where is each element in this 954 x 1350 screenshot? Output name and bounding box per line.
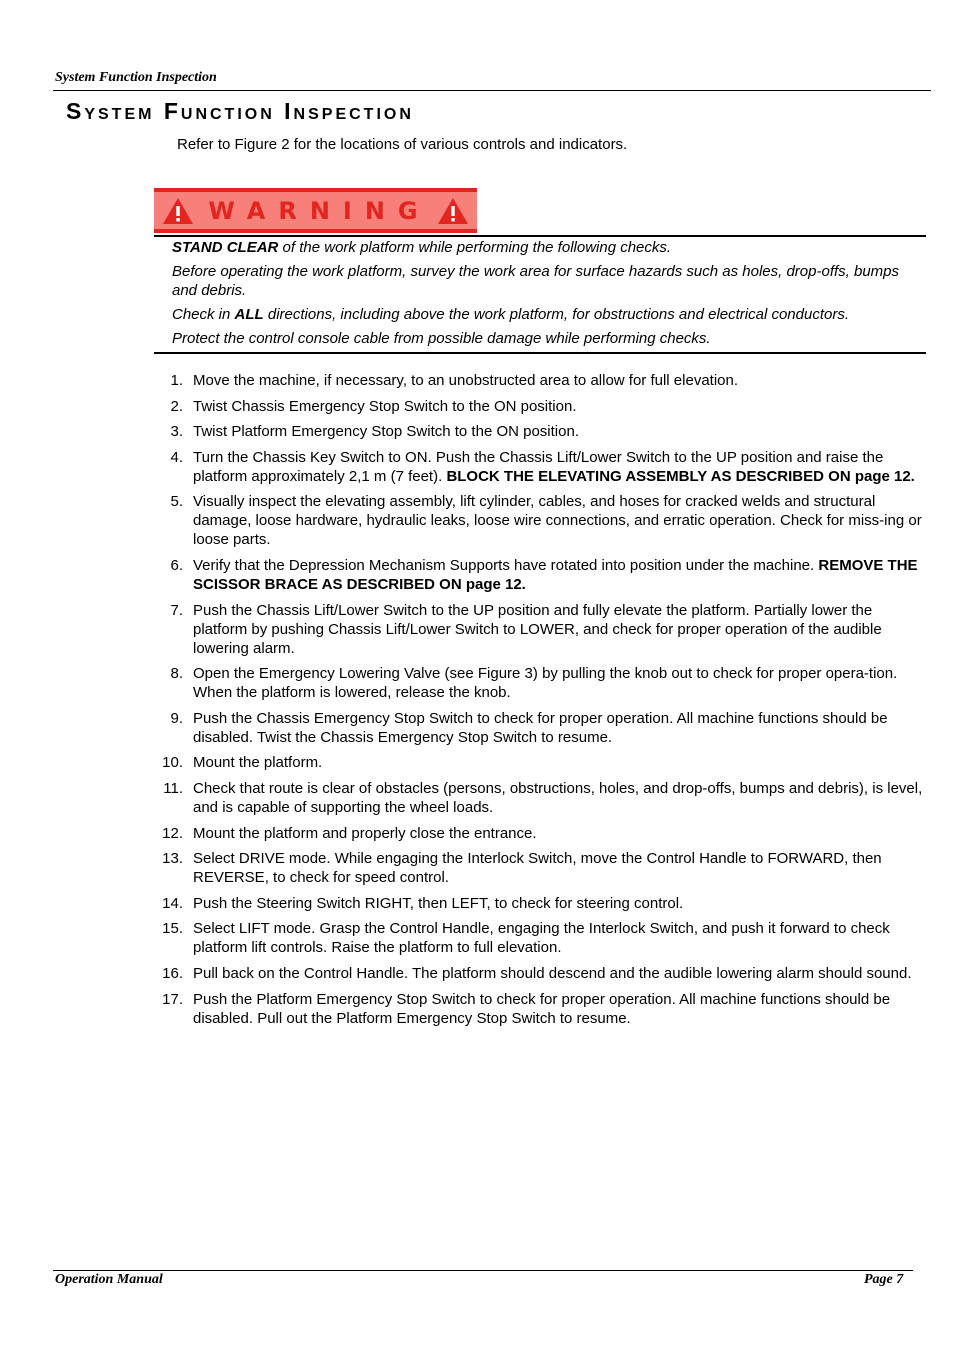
header-rule	[53, 90, 931, 91]
footer-manual-title: Operation Manual	[55, 1272, 163, 1287]
list-item: 7. Push the Chassis Lift/Lower Switch to the UP position and fully elevate the platform. Partially lower the platform by pushing Chassis Lift/Lower Switch to LOWER, and check for proper operation of the audible lowering alarm.	[170, 601, 882, 657]
list-item: 9. Push the Chassis Emergency Stop Switch to check for proper operation. All machine functions should be disabled. Twist the Chassis Emergency Stop Switch to resume.	[170, 709, 888, 746]
footer-rule	[53, 1270, 913, 1271]
list-item: 5. Visually inspect the elevating assembly, lift cylinder, cables, and hoses for cracked welds and structural damage, loose hardware, hydraulic leaks, loose wire connections, and erratic operation. Check for miss-ing or loose parts.	[170, 493, 922, 549]
list-item: 11. Check that route is clear of obstacles (persons, obstructions, holes, and drop-offs, bumps and debris), is level, and is capable of supporting the wheel loads.	[163, 779, 923, 816]
warning-label: WARNING	[208, 196, 431, 225]
intro-text: Refer to Figure 2 for the locations of various controls and indicators.	[177, 136, 628, 153]
list-item: 10. Mount the platform.	[162, 754, 323, 772]
warning-rule-top	[154, 235, 926, 237]
list-item: 4. Turn the Chassis Key Switch to ON. Push the Chassis Lift/Lower Switch to the UP position and raise the platform approximately 2,1 m (7 feet). BLOCK THE ELEVATING ASSEMBLY AS DESCRIBED ON page 12.	[170, 448, 915, 485]
list-item: 8. Open the Emergency Lowering Valve (see Figure 3) by pulling the knob out to check for proper opera-tion. When the platform is lowered, release the knob.	[170, 665, 898, 702]
list-item: 15. Select LIFT mode. Grasp the Control Handle, engaging the Interlock Switch, and push it forward to check platform lift controls. Raise the platform to full elevation.	[162, 920, 890, 957]
warning-paragraph: Protect the control console cable from possible damage while performing checks.	[172, 330, 711, 347]
list-item: 14. Push the Steering Switch RIGHT, then LEFT, to check for steering control.	[162, 894, 684, 912]
warning-paragraph: Check in ALL directions, including above the work platform, for obstructions and electrical conductors.	[172, 306, 849, 323]
warning-paragraph: Before operating the work platform, survey the work area for surface hazards such as holes, drop-offs, bumps and debris.	[172, 263, 900, 299]
warning-triangle-icon	[437, 197, 469, 225]
running-header: System Function Inspection	[55, 70, 217, 85]
page-number: Page 7	[864, 1272, 904, 1287]
list-item: 17. Push the Platform Emergency Stop Switch to check for proper operation. All machine functions should be disabled. Pull out the Platform Emergency Stop Switch to resume.	[162, 990, 891, 1027]
list-item: 12. Mount the platform and properly close the entrance.	[162, 824, 537, 842]
warning-banner	[154, 188, 477, 233]
list-item: 2. Twist Chassis Emergency Stop Switch to the ON position.	[170, 397, 577, 415]
list-item: 13. Select DRIVE mode. While engaging the Interlock Switch, move the Control Handle to FORWARD, then REVERSE, to check for speed control.	[162, 850, 882, 887]
section-title: System Function Inspection	[66, 98, 414, 124]
list-item: 6. Verify that the Depression Mechanism Supports have rotated into position under the machine. REMOVE THE SCISSOR BRACE AS DESCRIBED ON page 12.	[170, 556, 918, 593]
warning-text	[172, 238, 917, 353]
list-item: 3. Twist Platform Emergency Stop Switch to the ON position.	[170, 423, 579, 441]
list-item: 1. Move the machine, if necessary, to an unobstructed area to allow for full elevation.	[170, 372, 739, 389]
list-item: 16. Pull back on the Control Handle. The platform should descend and the audible lowering alarm should sound.	[162, 964, 912, 982]
warning-paragraph: STAND CLEAR of the work platform while performing the following checks.	[172, 239, 672, 256]
warning-triangle-icon	[162, 197, 194, 225]
warning-rule-bottom	[154, 352, 926, 354]
inspection-steps	[150, 371, 930, 1034]
